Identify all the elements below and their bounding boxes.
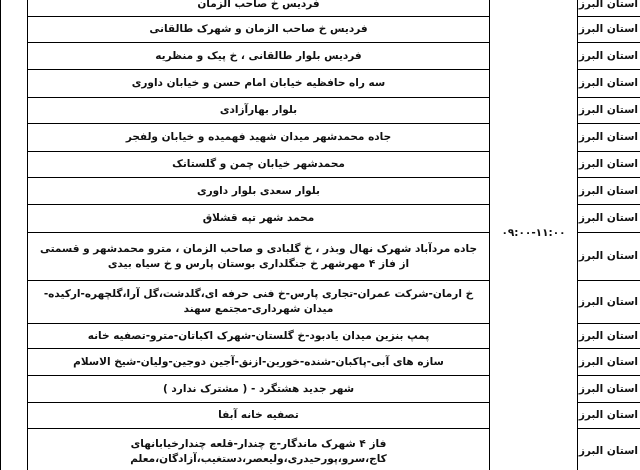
province-cell: استان البرز: [578, 429, 640, 470]
table-row: [1, 0, 640, 17]
time-range-cell: [490, 0, 578, 470]
province-cell: استان البرز: [578, 17, 640, 43]
area-cell: سه راه حافظیه خیابان امام حسن و خیابان داوری: [28, 70, 490, 98]
area-cell: خ ارمان-شرکت عمران-تجاری پارس-خ فنی حرفه ای،گلدشت،گل آرا،گلچهره-ارکیده-میدان شهرداری-مجتمع سهند: [28, 281, 490, 324]
area-cell: جاده مردآباد شهرک نهال وبذر ، خ گلبادی و صاحب الزمان ، مترو محمدشهر و قسمتی از فاز ۴ مهرشهر خ جنگلداری بوستان پارس و خ سیاه بیدی: [28, 233, 490, 281]
province-cell: استان البرز: [578, 403, 640, 429]
province-cell: استان البرز: [578, 281, 640, 324]
left-edge-column: [1, 0, 28, 470]
area-cell: پمپ بنزین میدان یادبود-خ گلستان-شهرک اکباتان-مترو-تصفیه خانه: [28, 324, 490, 349]
area-cell: محمد شهر تپه قشلاق: [28, 205, 490, 233]
province-cell: استان البرز: [578, 205, 640, 233]
province-cell: استان البرز: [578, 70, 640, 98]
province-cell: استان البرز: [578, 152, 640, 178]
area-cell: فردیس خ صاحب الزمان و شهرک طالقانی: [28, 17, 490, 43]
province-cell: استان البرز: [578, 178, 640, 205]
province-cell: استان البرز: [578, 98, 640, 124]
province-cell: استان البرز: [578, 124, 640, 152]
province-cell: استان البرز: [578, 233, 640, 281]
province-cell: استان البرز: [578, 0, 640, 17]
area-cell: فاز ۴ شهرک ماندگار-ج چندار-قلعه چندارخیابانهای کاج،سرو،پورحیدری،ولیعصر،دستغیب،آزادگان،معلم: [28, 429, 490, 470]
area-cell: شهر جدید هشتگرد - ( مشترک ندارد ): [28, 376, 490, 403]
province-cell: استان البرز: [578, 349, 640, 376]
area-cell: بلوار بهارآزادی: [28, 98, 490, 124]
area-cell: جاده محمدشهر میدان شهید فهمیده و خیابان ولفجر: [28, 124, 490, 152]
area-cell: تصفیه خانه آبفا: [28, 403, 490, 429]
area-cell: سازه های آبی-پاکبان-شنده-خورین-ازنق-آجین دوجین-ولیان-شیخ الاسلام: [28, 349, 490, 376]
province-cell: استان البرز: [578, 376, 640, 403]
province-cell: استان البرز: [578, 324, 640, 349]
area-cell: بلوار سعدی بلوار داوری: [28, 178, 490, 205]
province-cell: استان البرز: [578, 43, 640, 70]
time-range: ۰۹:۰۰-۱۱:۰۰: [501, 227, 566, 239]
area-cell: فردیس خ صاحب الزمان: [28, 0, 490, 17]
area-cell: محمدشهر خیابان چمن و گلستانک: [28, 152, 490, 178]
area-cell: فردیس بلوار طالقانی ، خ پیک و منظریه: [28, 43, 490, 70]
